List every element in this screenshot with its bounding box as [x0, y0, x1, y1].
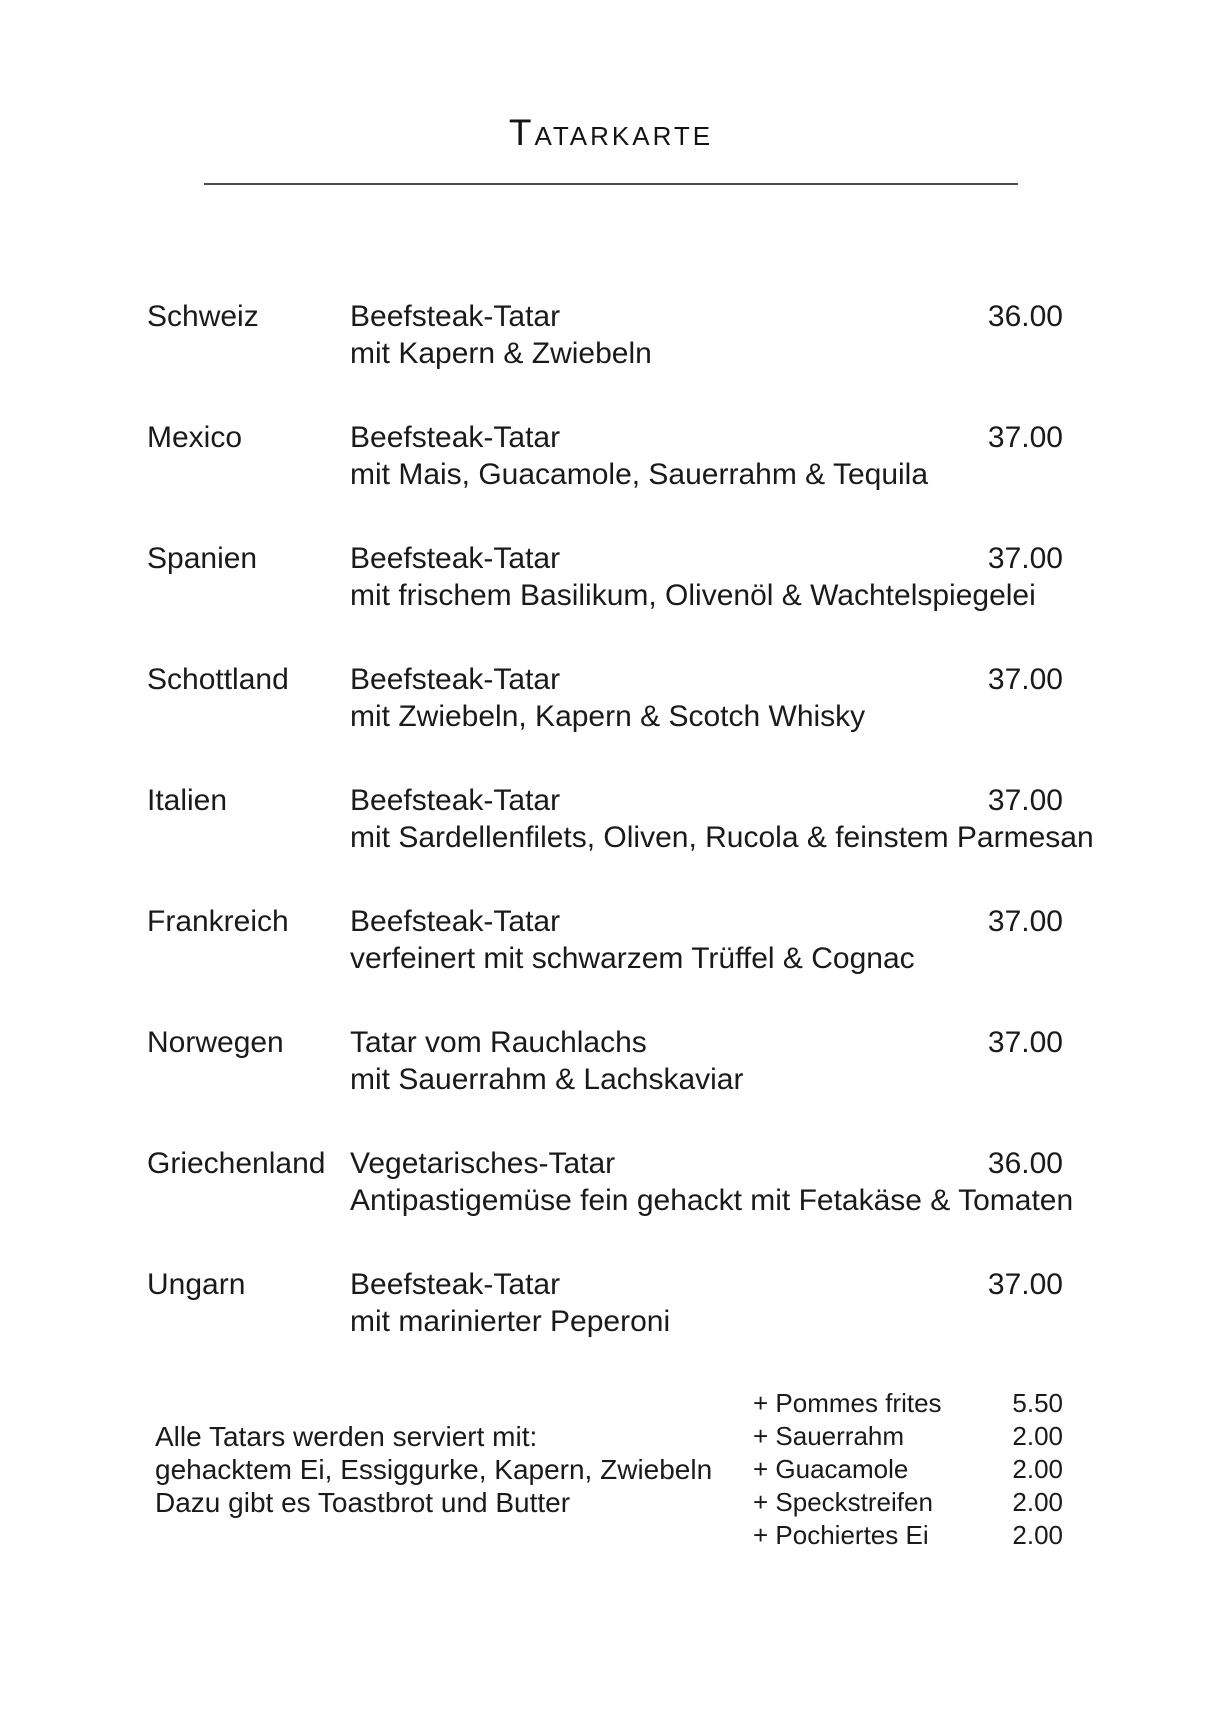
- dish-price: 37.00: [987, 421, 1063, 454]
- dish-name: Vegetarisches-Tatar: [350, 1147, 616, 1180]
- extra-label: + Speckstreifen: [753, 1487, 933, 1517]
- extra-item: [753, 1519, 1063, 1552]
- title-divider: [204, 183, 1018, 185]
- country-label: Frankreich: [147, 905, 289, 938]
- extra-label: + Sauerrahm: [753, 1421, 905, 1451]
- extra-price: 2.00: [1012, 1454, 1063, 1484]
- dish-description: mit Sardellenfilets, Oliven, Rucola & feinstem Parmesan: [350, 821, 1094, 854]
- country-label: Spanien: [147, 542, 258, 575]
- country-label: Mexico: [147, 421, 243, 454]
- dish-name: Beefsteak-Tatar: [350, 663, 561, 696]
- note-line: Dazu gibt es Toastbrot und Butter: [155, 1487, 571, 1518]
- page-title: Tatarkarte: [508, 112, 714, 153]
- dish-price: 37.00: [987, 1268, 1063, 1301]
- dish-name: Beefsteak-Tatar: [350, 784, 561, 817]
- dish-price: 36.00: [987, 300, 1063, 333]
- menu-item: [147, 661, 1063, 735]
- menu-item: [147, 419, 1063, 493]
- extra-item: [753, 1453, 1063, 1486]
- country-label: Italien: [147, 784, 228, 817]
- menu-item: [147, 1145, 1074, 1219]
- dish-name: Beefsteak-Tatar: [350, 905, 561, 938]
- extras-list: [753, 1387, 1063, 1552]
- extra-price: 2.00: [1012, 1487, 1063, 1517]
- country-label: Griechenland: [147, 1147, 326, 1180]
- country-label: Norwegen: [147, 1026, 284, 1059]
- country-label: Ungarn: [147, 1268, 246, 1301]
- footer: [147, 1387, 1063, 1552]
- dish-price: 37.00: [987, 905, 1063, 938]
- dish-description: mit marinierter Peperoni: [350, 1305, 671, 1338]
- dish-price: 37.00: [987, 784, 1063, 817]
- extra-price: 5.50: [1012, 1388, 1063, 1418]
- menu-list: [147, 298, 1094, 1340]
- dish-name: Beefsteak-Tatar: [350, 300, 561, 333]
- country-label: Schweiz: [147, 300, 259, 333]
- dish-price: 37.00: [987, 542, 1063, 575]
- dish-name: Beefsteak-Tatar: [350, 421, 561, 454]
- dish-description: mit Sauerrahm & Lachskaviar: [350, 1063, 744, 1096]
- extra-item: [753, 1420, 1063, 1453]
- menu-item: [147, 782, 1094, 856]
- dish-description: verfeinert mit schwarzem Trüffel & Cognac: [350, 942, 915, 975]
- dish-name: Beefsteak-Tatar: [350, 1268, 561, 1301]
- dish-description: mit Zwiebeln, Kapern & Scotch Whisky: [350, 700, 866, 733]
- serving-note: [155, 1420, 712, 1519]
- dish-name: Beefsteak-Tatar: [350, 542, 561, 575]
- menu-item: [147, 1024, 1063, 1098]
- country-label: Schottland: [147, 663, 289, 696]
- note-line: Alle Tatars werden serviert mit:: [155, 1421, 538, 1452]
- dish-description: mit frischem Basilikum, Olivenöl & Wachtelspiegelei: [350, 579, 1036, 612]
- menu-item: [147, 903, 1063, 977]
- note-line: gehacktem Ei, Essiggurke, Kapern, Zwiebeln: [155, 1454, 713, 1485]
- extra-label: + Pommes frites: [753, 1388, 942, 1418]
- dish-price: 37.00: [987, 1026, 1063, 1059]
- menu-item: [147, 540, 1063, 614]
- dish-description: Antipastigemüse fein gehackt mit Fetakäse & Tomaten: [350, 1184, 1074, 1217]
- dish-price: 37.00: [987, 663, 1063, 696]
- menu-item: [147, 1266, 1063, 1340]
- dish-description: mit Kapern & Zwiebeln: [350, 337, 652, 370]
- dish-name: Tatar vom Rauchlachs: [350, 1026, 647, 1059]
- dish-description: mit Mais, Guacamole, Sauerrahm & Tequila: [350, 458, 929, 491]
- dish-price: 36.00: [987, 1147, 1063, 1180]
- menu-item: [147, 298, 1063, 372]
- extra-price: 2.00: [1012, 1421, 1063, 1451]
- extra-price: 2.00: [1012, 1520, 1063, 1550]
- extra-item: [753, 1387, 1063, 1420]
- extra-label: + Guacamole: [753, 1454, 909, 1484]
- extra-label: + Pochiertes Ei: [753, 1520, 929, 1550]
- extra-item: [753, 1486, 1063, 1519]
